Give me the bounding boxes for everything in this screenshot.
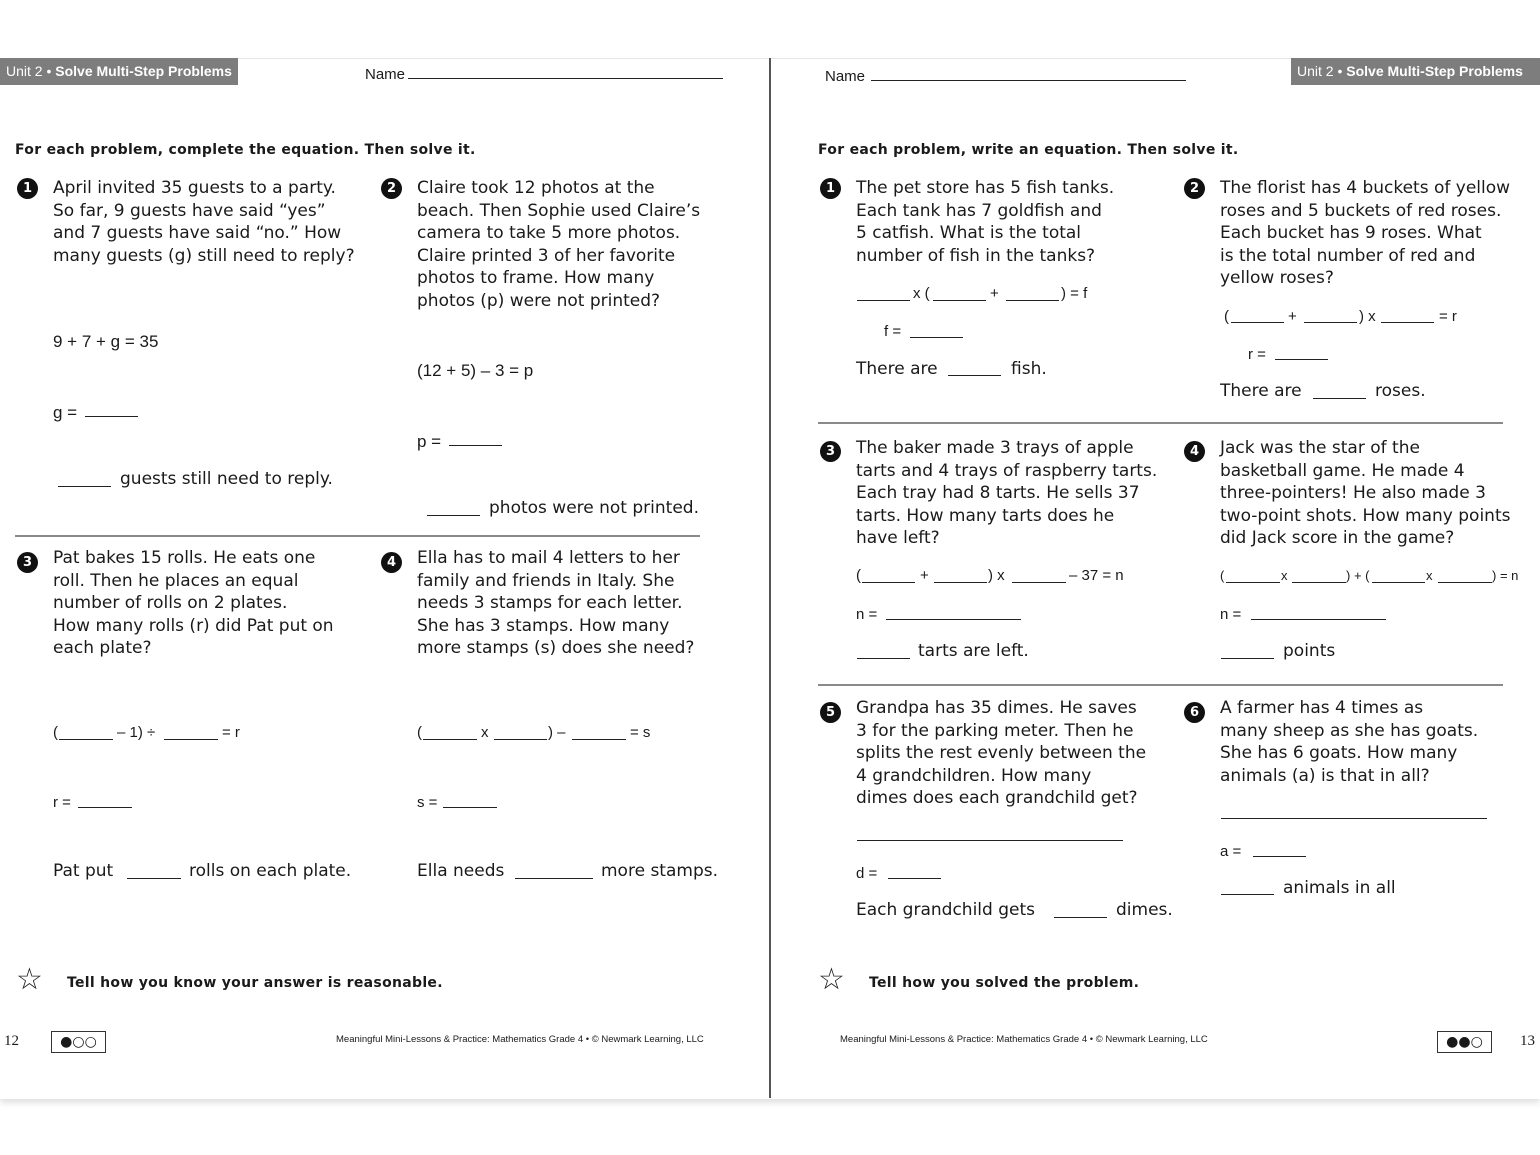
problem-r4-eq-op-1: x: [1281, 568, 1288, 583]
problem-r3-solve-blank[interactable]: [886, 619, 1021, 620]
problem-r4-eq-blank-1[interactable]: [1226, 582, 1280, 583]
problem-3-answer-prefix: Pat put: [53, 861, 114, 881]
problem-r2-answer-blank[interactable]: [1313, 398, 1366, 399]
problem-2-equation: (12 + 5) – 3 = p: [417, 361, 534, 380]
problem-number-r1: 1: [820, 178, 841, 199]
problem-4-eq-result: = s: [630, 724, 651, 741]
problem-r6-answer-blank[interactable]: [1221, 894, 1274, 895]
name-field-right[interactable]: [871, 80, 1186, 81]
level-dots-left: ●○○: [51, 1031, 106, 1053]
problem-3-eq-result: = r: [222, 724, 240, 741]
level-dots-right: ●●○: [1437, 1031, 1492, 1053]
problem-r3-eq-blank-2[interactable]: [934, 582, 987, 583]
problem-3-eq-blank-1[interactable]: [59, 739, 113, 740]
problem-r3-answer-text: tarts are left.: [918, 641, 1029, 661]
problem-r4-solve-blank[interactable]: [1251, 619, 1386, 620]
problem-r4-eq-blank-2[interactable]: [1292, 582, 1346, 583]
divider-left-1: [15, 535, 700, 537]
unit-prefix: Unit 2 •: [1297, 63, 1343, 79]
problem-r5-equation-blank[interactable]: [857, 840, 1123, 841]
problem-r6-text: A farmer has 4 times as many sheep as she has goats. She has 6 goats. How many animals (a) is that in all?: [1220, 698, 1479, 786]
problem-r5-answer-prefix: Each grandchild gets: [856, 900, 1035, 920]
problem-r4-eq-blank-4[interactable]: [1438, 582, 1492, 583]
problem-r5-answer-blank[interactable]: [1054, 917, 1107, 918]
problem-r4-eq-result: ) = n: [1492, 568, 1519, 583]
problem-r5-solve-blank[interactable]: [888, 878, 941, 879]
problem-number-r6: 6: [1184, 702, 1205, 723]
problem-r1-solve-blank[interactable]: [910, 337, 963, 338]
problem-r1-eq-blank-1[interactable]: [857, 300, 910, 301]
problem-4-eq-op-2: ) –: [548, 724, 566, 741]
problem-2-solve-label: p =: [417, 432, 442, 451]
problem-r3-text: The baker made 3 trays of apple tarts and 4 trays of raspberry tarts. Each tray had 8 tarts. He sells 37 tarts. How many tarts does he have left?: [856, 438, 1158, 548]
unit-tab-left: [0, 58, 238, 85]
problem-3-text: Pat bakes 15 rolls. He eats one roll. Then he places an equal number of rolls on 2 plates. How many rolls (r) did Pat put on each plate?: [53, 548, 334, 658]
problem-r1-answer-prefix: There are: [856, 359, 938, 379]
problem-r4-eq-open: (: [1220, 568, 1225, 583]
problem-r3-eq-op-1: +: [920, 567, 929, 584]
problem-r4-eq-op-3: x: [1426, 568, 1433, 583]
problem-number-r2: 2: [1184, 178, 1205, 199]
star-icon: ☆: [818, 962, 845, 997]
name-label-right: Name: [825, 68, 866, 85]
reflection-prompt-right: Tell how you solved the problem.: [869, 975, 1140, 991]
problem-r1-eq-op-1: x (: [913, 285, 930, 302]
problem-3-answer-text: rolls on each plate.: [189, 861, 352, 881]
problem-4-eq-op-1: x: [481, 724, 489, 741]
problem-r6-solve-blank[interactable]: [1253, 856, 1306, 857]
problem-r3-eq-blank-3[interactable]: [1012, 582, 1066, 583]
problem-4-answer-prefix: Ella needs: [417, 861, 505, 881]
problem-3-eq-open: (: [53, 724, 58, 741]
divider-right-2: [818, 684, 1503, 686]
problem-r1-eq-op-2: +: [990, 285, 999, 302]
problem-r1-solve-label: f =: [884, 323, 902, 340]
divider-right-1: [818, 422, 1503, 424]
problem-r3-answer-blank[interactable]: [857, 658, 910, 659]
problem-number-3: 3: [17, 552, 38, 573]
problem-number-r3: 3: [820, 441, 841, 462]
problem-r2-eq-blank-1[interactable]: [1231, 322, 1284, 323]
problem-r1-answer-blank[interactable]: [948, 375, 1001, 376]
problem-r1-answer-text: fish.: [1011, 359, 1047, 379]
problem-r1-text: The pet store has 5 fish tanks. Each tank has 7 goldfish and 5 catfish. What is the total number of fish in the tanks?: [856, 178, 1115, 266]
problem-3-solve-label: r =: [53, 794, 71, 811]
name-label-left: Name: [365, 66, 406, 83]
problem-2-solve-blank[interactable]: [449, 445, 502, 446]
problem-number-r4: 4: [1184, 441, 1205, 462]
page-number-right: 13: [1520, 1033, 1535, 1049]
problem-4-text: Ella has to mail 4 letters to her family and friends in Italy. She needs 3 stamps for each letter. She has 3 stamps. How many more stamps (s) does she need?: [417, 548, 695, 658]
problem-1-solve-blank[interactable]: [85, 416, 138, 417]
problem-number-4: 4: [381, 552, 402, 573]
unit-title: Solve Multi-Step Problems: [55, 63, 232, 79]
problem-r1-eq-blank-2[interactable]: [933, 300, 986, 301]
problem-r4-answer-text: points: [1283, 641, 1336, 661]
problem-r6-equation-blank[interactable]: [1221, 818, 1487, 819]
problem-number-1: 1: [17, 178, 38, 199]
problem-r2-solve-blank[interactable]: [1275, 359, 1328, 360]
unit-tab-right: [1291, 58, 1540, 85]
page-gutter: [769, 58, 771, 1098]
problem-r2-eq-op-2: ) x: [1359, 308, 1376, 325]
problem-r5-solve-label: d =: [856, 865, 878, 882]
problem-r4-solve-label: n =: [1220, 606, 1242, 623]
problem-r4-eq-op-2: ) + (: [1346, 568, 1370, 583]
problem-r3-eq-blank-1[interactable]: [862, 582, 915, 583]
problem-3-eq-op: – 1) ÷: [117, 724, 156, 741]
unit-prefix: Unit 2 •: [6, 63, 52, 79]
reflection-prompt-left: Tell how you know your answer is reasonable.: [67, 975, 443, 991]
instruction-left: For each problem, complete the equation. Then solve it.: [15, 142, 476, 158]
problem-r3-eq-result: – 37 = n: [1069, 567, 1124, 584]
problem-r2-eq-blank-2[interactable]: [1304, 322, 1357, 323]
problem-r4-eq-blank-3[interactable]: [1372, 582, 1425, 583]
problem-r2-eq-op-1: +: [1288, 308, 1297, 325]
problem-1-text: April invited 35 guests to a party. So far, 9 guests have said “yes” and 7 guests have said “no.” How many guests (g) still need to reply?: [53, 178, 355, 266]
problem-r2-text: The florist has 4 buckets of yellow roses and 5 buckets of red roses. Each bucket has 9 roses. What is the total number of red and yellow roses?: [1220, 178, 1511, 288]
problem-4-eq-blank-2[interactable]: [494, 739, 547, 740]
problem-r3-eq-open: (: [856, 567, 861, 584]
name-field-left[interactable]: [408, 78, 723, 79]
problem-4-solve-blank[interactable]: [443, 807, 497, 808]
problem-r3-eq-op-2: ) x: [988, 567, 1005, 584]
problem-r6-answer-text: animals in all: [1283, 878, 1396, 898]
problem-r4-text: Jack was the star of the basketball game. He made 4 three-pointers! He also made 3 two-point shots. How many points did Jack score in the game?: [1220, 438, 1511, 548]
problem-r2-answer-text: roses.: [1375, 381, 1426, 401]
problem-r3-solve-label: n =: [856, 606, 878, 623]
instruction-right: For each problem, write an equation. Then solve it.: [818, 142, 1239, 158]
problem-3-solve-blank[interactable]: [78, 807, 132, 808]
problem-r2-eq-blank-3[interactable]: [1381, 322, 1434, 323]
problem-4-solve-label: s =: [417, 794, 438, 811]
star-icon: ☆: [16, 962, 43, 997]
problem-r4-answer-blank[interactable]: [1221, 658, 1274, 659]
problem-number-2: 2: [381, 178, 402, 199]
problem-4-answer-blank[interactable]: [515, 878, 593, 879]
problem-1-equation: 9 + 7 + g = 35: [53, 332, 159, 351]
problem-r6-solve-label: a =: [1220, 843, 1242, 860]
problem-3-eq-blank-2[interactable]: [164, 739, 218, 740]
problem-r2-answer-prefix: There are: [1220, 381, 1302, 401]
footer-credit-right: Meaningful Mini-Lessons & Practice: Mathematics Grade 4 • © Newmark Learning, LLC: [840, 1034, 1208, 1045]
problem-3-answer-blank[interactable]: [127, 878, 181, 879]
problem-4-eq-blank-1[interactable]: [423, 739, 477, 740]
problem-2-answer-blank[interactable]: [427, 515, 480, 516]
problem-2-text: Claire took 12 photos at the beach. Then Sophie used Claire’s camera to take 5 more photos. Claire printed 3 of her favorite photos to frame. How many photos (p) were not printed?: [417, 178, 701, 311]
problem-1-answer-text: guests still need to reply.: [120, 469, 333, 489]
problem-4-eq-blank-3[interactable]: [572, 739, 626, 740]
footer-credit-left: Meaningful Mini-Lessons & Practice: Mathematics Grade 4 • © Newmark Learning, LLC: [336, 1034, 704, 1045]
problem-r5-answer-text: dimes.: [1116, 900, 1173, 920]
problem-r1-eq-blank-3[interactable]: [1006, 300, 1059, 301]
problem-1-solve-label: g =: [53, 403, 78, 422]
problem-r1-eq-result: ) = f: [1061, 285, 1088, 302]
problem-r2-eq-open: (: [1224, 308, 1229, 325]
problem-4-eq-open: (: [417, 724, 422, 741]
problem-number-r5: 5: [820, 702, 841, 723]
problem-2-answer-text: photos were not printed.: [489, 498, 699, 518]
problem-1-answer-blank[interactable]: [58, 486, 111, 487]
problem-4-answer-text: more stamps.: [601, 861, 718, 881]
problem-r2-eq-result: = r: [1439, 308, 1457, 325]
unit-title: Solve Multi-Step Problems: [1346, 63, 1523, 79]
problem-r2-solve-label: r =: [1248, 346, 1266, 363]
page-number-left: 12: [4, 1033, 19, 1049]
problem-r5-text: Grandpa has 35 dimes. He saves 3 for the parking meter. Then he splits the rest evenly between the 4 grandchildren. How many dimes does each grandchild get?: [856, 698, 1147, 808]
